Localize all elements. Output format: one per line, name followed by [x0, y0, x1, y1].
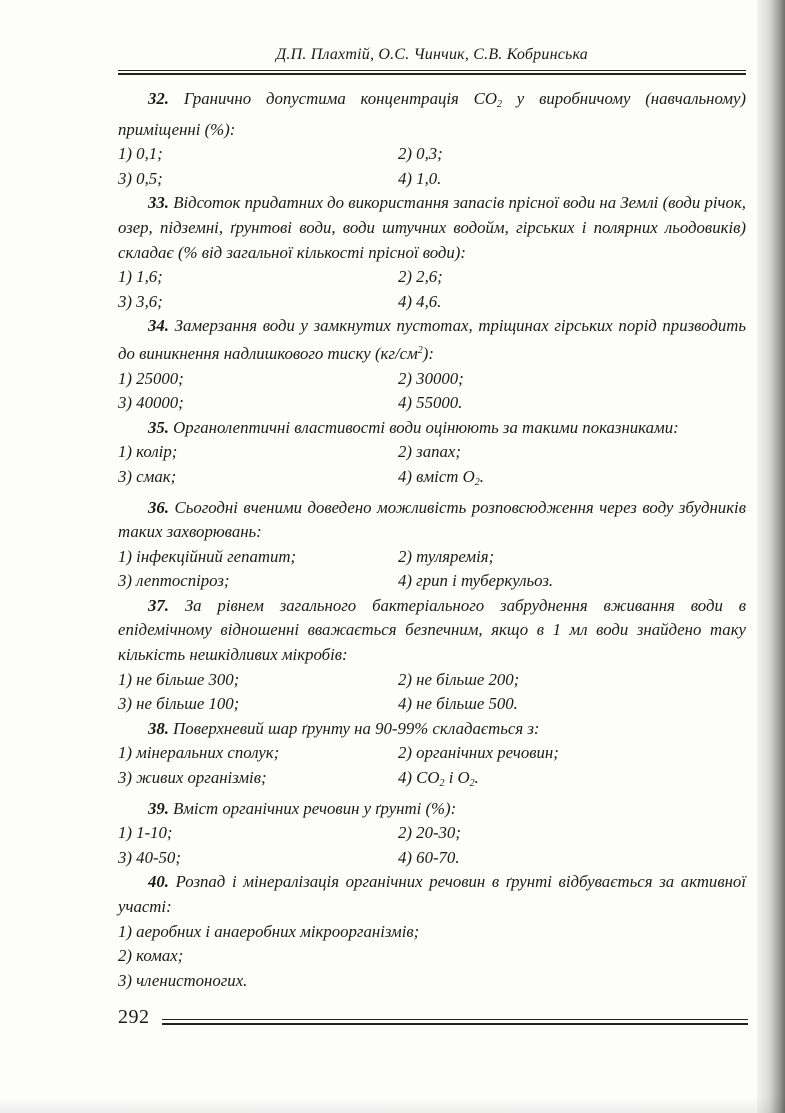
option-1: 1) не більше 300; [118, 669, 240, 689]
question-35 [118, 416, 746, 441]
question-number: 33. [148, 193, 169, 213]
question-text: у виробничому (навчальному) приміщенні (%): [118, 89, 746, 139]
question-39 [118, 797, 746, 822]
option-2: 2) 20-30; [398, 823, 461, 843]
options-row [118, 142, 746, 167]
question-number: 36. [148, 497, 169, 517]
option-text: . [479, 466, 484, 486]
option-text: і O [444, 768, 470, 788]
option-2: 2) органічних речовин; [398, 743, 559, 763]
subscript: 2 [469, 778, 475, 790]
header-rule-thick [118, 73, 746, 75]
option-4: 4) 55000. [398, 393, 463, 413]
option-1: 1) аеробних і анаеробних мікроорганізмів; [118, 921, 420, 941]
subscript: 2 [496, 99, 502, 110]
option-1: 1) інфекційний гепатит; [118, 546, 297, 566]
options-row [118, 391, 746, 416]
options-row [118, 265, 746, 290]
option-3: 3) лептоспіроз; [118, 571, 230, 591]
question-text: Сьогодні вченими доведено можливість розповсюдження через воду збудників таких захворювань: [118, 497, 746, 542]
subscript: 2 [439, 778, 445, 790]
option-3: 3) не більше 100; [118, 694, 240, 714]
option-2: 2) 2,6; [398, 267, 443, 287]
question-37 [118, 594, 746, 668]
option-2: 2) не більше 200; [398, 669, 520, 689]
option-3: 3) 3,6; [118, 291, 163, 311]
options-row [118, 741, 746, 766]
question-number: 35. [148, 417, 169, 437]
question-number: 34. [148, 316, 169, 336]
page-bottom-shadow [0, 1097, 785, 1113]
options-row [118, 290, 746, 315]
option-1: 1) колір; [118, 442, 178, 462]
question-34 [118, 314, 746, 366]
option-1: 1) 1-10; [118, 823, 173, 843]
footer-rule-thick [162, 1023, 748, 1025]
option-3: 3) 0,5; [118, 168, 163, 188]
question-36 [118, 496, 746, 545]
option-2: 2) 0,3; [398, 144, 443, 164]
options-row [118, 569, 746, 594]
question-number: 37. [148, 595, 169, 615]
option-text: . [474, 768, 479, 788]
option-1: 1) 0,1; [118, 144, 163, 164]
option-1: 1) мінеральних сполук; [118, 743, 280, 763]
question-number: 39. [148, 798, 169, 818]
questions-block [118, 87, 746, 993]
option-1: 1) 1,6; [118, 267, 163, 287]
question-text: Відсоток придатних до використання запасів прісної води на Землі (води річок, озер, підземні, ґрунтові води, води штучних водойм, гірських і полярних льодовиків) складає (% від загальної кількості прісної води): [118, 193, 746, 262]
question-text: Замерзання води у замкнутих пустотах, тріщинах гірських порід призводить до виникнення надлишкового тиску (кг/см [118, 316, 746, 363]
option-4: 4) 60-70. [398, 847, 460, 867]
option-text: 4) вміст O [398, 466, 475, 486]
option-1: 1) 25000; [118, 368, 184, 388]
options-row [118, 167, 746, 192]
option-4 [398, 766, 746, 797]
option-3: 3) живих організмів; [118, 768, 267, 788]
options-row [118, 692, 746, 717]
option-text: 4) CO [398, 768, 440, 788]
option-2: 2) комах; [118, 946, 184, 966]
options-row [118, 846, 746, 871]
option-3: 3) 40-50; [118, 847, 181, 867]
question-number: 40. [148, 872, 169, 892]
question-text: Вміст органічних речовин у ґрунті (%): [168, 798, 457, 818]
question-38 [118, 717, 746, 742]
page-footer [118, 1006, 748, 1032]
question-40 [118, 870, 746, 919]
option-4: 4) 4,6. [398, 291, 442, 311]
options-row [118, 668, 746, 693]
option-2: 2) запах; [398, 442, 461, 462]
options-row [118, 440, 746, 465]
question-text: Поверхневий шар ґрунту на 90-99% складається з: [168, 718, 540, 738]
options-row [118, 766, 746, 797]
options-row [118, 821, 746, 846]
book-spine-shadow [757, 0, 785, 1113]
question-number: 38. [148, 718, 169, 738]
option-4: 4) грип і туберкульоз. [398, 571, 554, 591]
header-rule-thin [118, 70, 746, 71]
question-32 [118, 87, 746, 142]
option-4 [398, 465, 746, 496]
footer-rule-thin [162, 1019, 748, 1020]
option-3: 3) членистоногих. [118, 970, 248, 990]
question-text: За рівнем загального бактеріального забруднення вживання води в епідемічному відношенні вважається безпечним, якщо в 1 мл води знайдено таку кількість нешкідливих мікробів: [118, 595, 746, 665]
option-2: 2) 30000; [398, 368, 464, 388]
running-header: Д.П. Плахтій, О.С. Чинчик, С.В. Кобринська [276, 46, 588, 63]
option-3: 3) 40000; [118, 393, 184, 413]
question-text: ): [422, 343, 434, 363]
question-text: Гранично допустима концентрація CO [168, 89, 497, 108]
options-row [118, 545, 746, 570]
option-3: 3) смак; [118, 466, 177, 486]
option-2: 2) туляремія; [398, 546, 495, 566]
options-row [118, 367, 746, 392]
question-33 [118, 191, 746, 265]
page-number: 292 [118, 1006, 150, 1028]
option-4: 4) 1,0. [398, 168, 442, 188]
options-row [118, 465, 746, 496]
question-text: Органолептичні властивості води оцінюють за такими показниками: [168, 417, 679, 437]
subscript: 2 [474, 476, 480, 488]
option-4: 4) не більше 500. [398, 694, 518, 714]
question-number: 32. [148, 89, 169, 108]
question-text: Розпад і мінералізація органічних речовин в ґрунті відбувається за активної участі: [118, 872, 746, 916]
superscript: 2 [417, 344, 423, 356]
